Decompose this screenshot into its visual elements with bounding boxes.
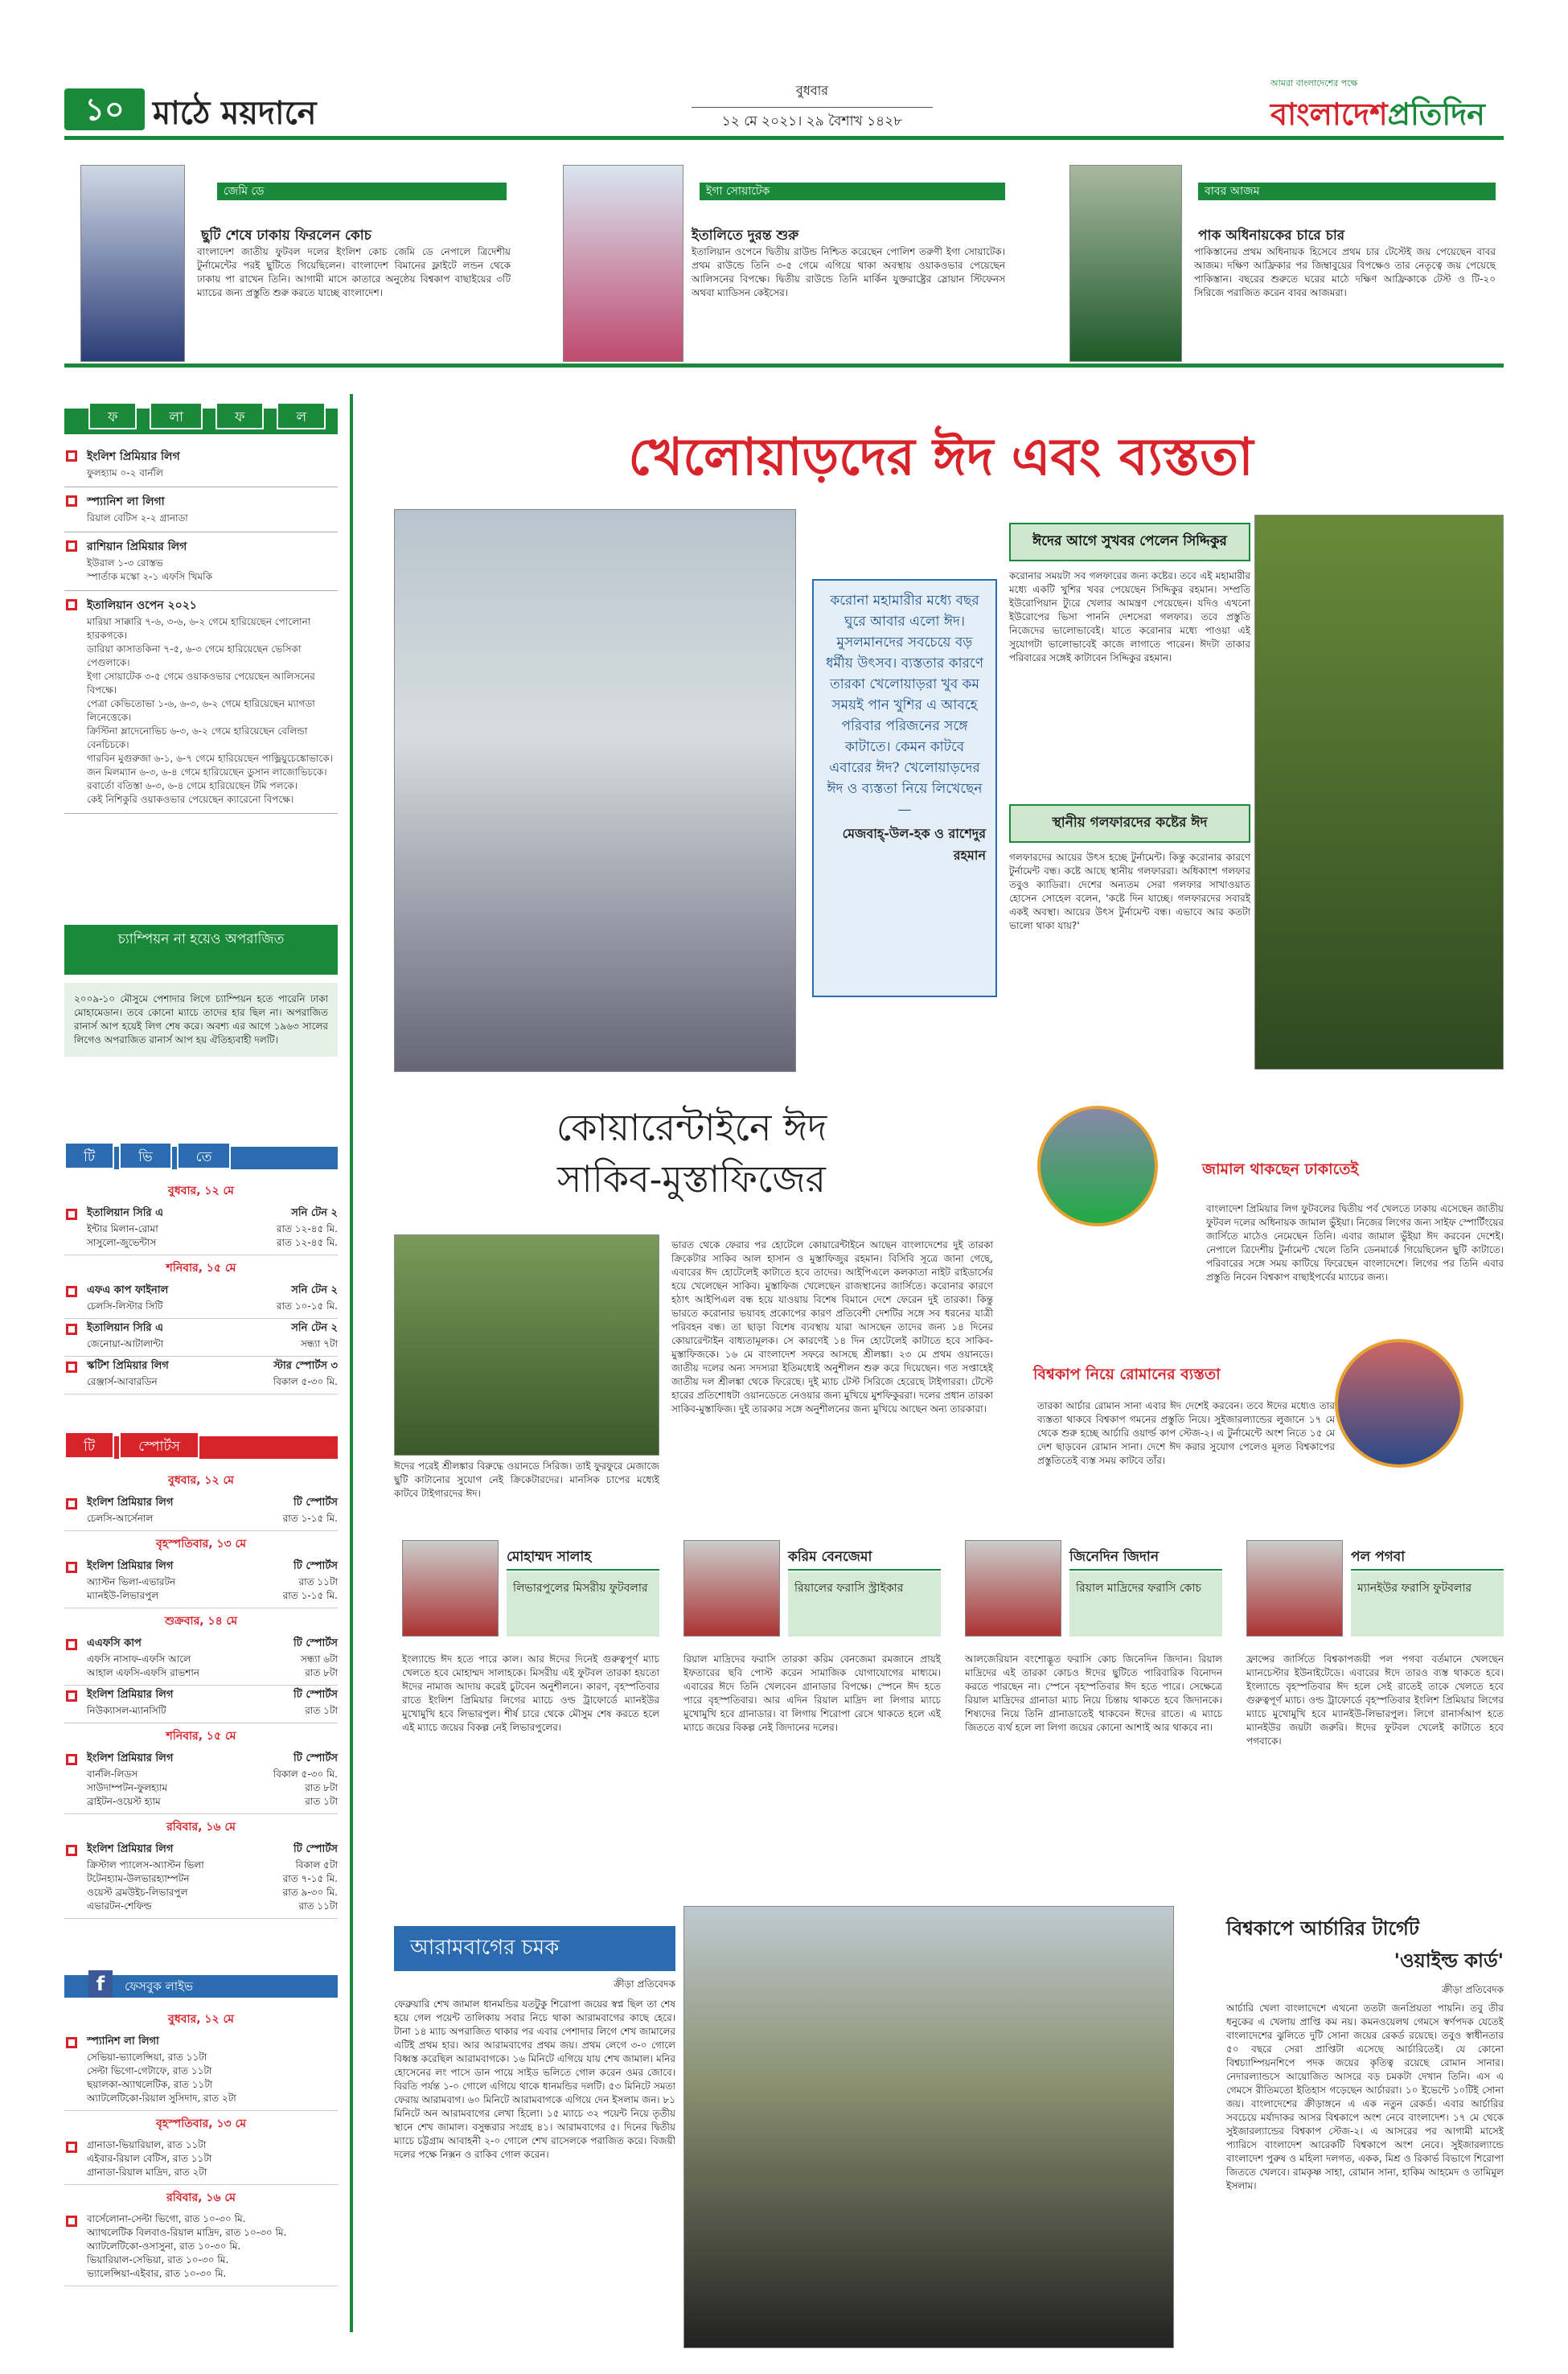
listing-item: [64, 1493, 338, 1531]
match-time: বিকাল ৫টা: [295, 1859, 338, 1871]
listing-match: [87, 1704, 338, 1718]
name-tag-text: ইগা সোয়াটেক: [706, 185, 770, 198]
bullet-icon: [66, 1845, 77, 1856]
listing-header: [87, 1842, 338, 1859]
listing-header: [87, 1205, 338, 1222]
siddikur-block: [1009, 523, 1250, 665]
listing-match: [87, 1768, 338, 1781]
listing-header: [87, 1283, 338, 1300]
name-tag-text: জেমি ডে: [224, 185, 265, 198]
result-line: ফুলহ্যাম ০-২ বার্নলি: [87, 467, 163, 478]
match-name: ওয়েস্ট ব্রমউইচ-লিভারপুল: [87, 1887, 188, 1898]
page-number: ১০: [64, 88, 145, 130]
player-body: আলজেরিয়ান বংশোদ্ভূত ফরাসি কোচ জিনেদিন জিদান। রিয়াল মাদ্রিদের এই তারকা কোচও ঈদের ছুটিতে পারিবারিক বিনোদন করতে পারছেন না। স্পেনে বৃহস্পতিবার ঈদ হতে পারে। সেক্ষেত্রে রিয়াল মাদ্রিদের গ্রানাডা ম্যাচ নিয়ে চিন্তায় থাকতে হবে জিদানকে। শিষ্যদের নিয়ে তিনি গ্রানাডাতেই থাকবেন ঈদের রাতে। এ ম্যাচে জিততে ব্যর্থ হলে লা লিগা জয়ের কোনো আশাই আর থাকবে না।: [965, 1653, 1222, 1733]
listing-line: ভিয়ারিয়াল-সেভিয়া, রাত ১০-৩০ মি.: [87, 2254, 229, 2265]
result-line: রিয়াল বেটিস ২-২ গ্রানাডা: [87, 512, 188, 524]
strip-rule: [64, 363, 1504, 368]
bullet-icon: [66, 1690, 77, 1702]
match-time: রাত ১২-৪৫ মি.: [276, 1223, 338, 1234]
listing-match: [87, 1236, 338, 1250]
section-title: মাঠে ময়দানে: [153, 94, 317, 132]
listing-match: [87, 1375, 338, 1389]
siddikur-body: করোনার সময়টা সব গলফারের জন্য কষ্টের। তবে এই মহামারীর মধ্যে একটি খুশির খবর পেয়েছেন সিদ্দিকুর রহমান। সম্প্রতি ইউরোপিয়ান ট্যুরে খেলার আমন্ত্রণ পেয়েছেন। যদিও এখনো ইউরোপের ভিসা পাননি দেশসেরা গলফার। তবে প্রস্তুতি নিজেদের ভালোভাবেই। যাতে করোনার মধ্যে পাওয়া এই সুযোগটা ভালোভাবেই কাজে লাগাতে পারেন। ঈদটা তাকার পরিবারের সঙ্গেই কাটাবেন সিদ্দিকুর রহমান।: [1009, 570, 1250, 663]
champion-title: চ্যাম্পিয়ন না হয়েও অপরাজিত: [64, 925, 338, 975]
listing-league: ইংলিশ প্রিমিয়ার লিগ: [87, 1843, 174, 1855]
intro-text: করোনা মহামারীর মধ্যে বছর ঘুরে আবার এলো ঈদ। মুসলমানদের সবচেয়ে বড় ধর্মীয় উৎসব। ব্যস্ততার কারণে তারকা খেলোয়াড়রা খুব কম সময়ই পান খুশির এ আবহে পরিবার পরিজনের সঙ্গে কাটাতে। কেমন কাটবে এবারের ঈদ? খেলোয়াড়দের ঈদ ও ব্যস্ততা নিয়ে লিখেছেন—: [825, 593, 984, 818]
listing-league: ইতালিয়ান সিরি এ: [87, 1207, 163, 1219]
heading-letter: লা: [150, 402, 203, 429]
bullet-icon: [66, 1498, 77, 1509]
name-tag: [217, 183, 507, 200]
facebook-heading-text: ফেসবুক লাইভ: [125, 1979, 194, 1994]
listing-match: [87, 1872, 338, 1886]
results-heading: [64, 402, 338, 434]
listing-league: এএফসি কাপ: [87, 1637, 142, 1649]
listing-channel: স্টার স্পোর্টস ৩: [273, 1360, 338, 1372]
player-name: পল পগবা: [1351, 1546, 1504, 1571]
result-line: কেই নিশিকুরি ওয়াকওভার পেয়েছেন ক্যারেনো বিপক্ষে।: [87, 794, 294, 805]
roman-photo: [1335, 1339, 1463, 1468]
match-name: বার্নলি-লিডস: [87, 1768, 138, 1780]
result-league: ইতালিয়ান ওপেন ২০২১: [87, 599, 197, 612]
player-body: ইংল্যান্ডে ঈদ হতে পারে কাল। আর ঈদের দিনেই গুরুত্বপূর্ণ ম্যাচ খেলতে হবে মোহাম্মদ সালাহকে। মিসরীয় এই ফুটবল তারকা হয়তো ঈদের নামাজ আদায় করেই চুটবেন অনুশীলনে। কারণ, বৃহস্পতিবার রাতে ইংলিশ প্রিমিয়ার লিগের ম্যাচে ওল্ড ট্রাফোর্ডে ম্যানইউর মুখোমুখি হবে লিভারপুল। শীর্ষ চারে থেকে মৌসুম শেষ করতে হলে এই ম্যাচে জয়ের বিকল্প নেই লিভারপুলের।: [402, 1653, 659, 1733]
archery-block: [1226, 1914, 1504, 2193]
listing-item: [64, 1281, 338, 1319]
listing-line: সেল্টা ভিগো-গেটাফে, রাত ১১টা: [87, 2065, 212, 2076]
match-name: রেঞ্জার্স-আবারডিন: [87, 1376, 158, 1387]
quarantine-body: ভারত থেকে ফেরার পর হোটেলে কোয়ারেন্টাইনে আছেন বাংলাদেশের দুই তারকা ক্রিকেটার সাকিব আল হাসান ও মুস্তাফিজুর রহমান। বিসিবি সূত্রে জানা গেছে, এবারের ঈদ হোটেলেই কাটাতে হবে তাদের। আইপিএলে কলকাতা নাইট রাইডার্সের হয়ে খেলেছেন সাকিব। মুস্তাফিজ খেলেছেন রাজস্থানের জার্সিতে। করোনার কারণে হঠাৎ আইপিএল বন্ধ হয়ে যাওয়ায় বিশেষ বিমানে দেশে ফেরেন দুই তারকা। কিন্তু ভারতে করোনার ভয়াবহ প্রকোপের কারণ প্রতিবেশী দেশটির সঙ্গে সব ধরনের যাত্রী পরিবহন বন্ধ। তা ছাড়া বিশেষ ব্যবস্থায় যারা আসছেন তাদের জন্য ১৪ দিনের কোয়ারেন্টাইন বাধ্যতামূলক। সে কারণেই ১৪ দিন হোটেলেই কাটাতে হবে সাকিব-মুস্তাফিজকে। ১৬ মে বাংলাদেশ সফরে আসছে শ্রীলঙ্কা। ২৩ মে প্রথম ওয়ানডে। জাতীয় দলের অন্য সদস্যরা ইতিমধ্যেই অনুশীলন শুরু করে দিয়েছেন। গত সপ্তাহেই জাতীয় দল শ্রীলঙ্কা থেকে ফিরেছে। দুই ম্যাচ টেস্ট সিরিজে হেরেছে টাইগাররা। টেস্টে হারের প্রতিশোধটা ওয়ানডেতে নেওয়ার জন্য মুখিয়ে মুশফিকুররা। দলের প্রধান তারকা সাকিব-মুস্তাফিজ। দুই তারকার সঙ্গে অনুশীলনের জন্য মুখিয়ে আছেন অন্য তারকারা।: [671, 1239, 993, 1415]
bullet-icon: [66, 1286, 77, 1297]
listing-channel: টি স্পোর্টস: [293, 1497, 338, 1509]
listing-header: [87, 1687, 338, 1704]
card-title: ইতালিতে দুরন্ত শুরু: [692, 228, 799, 244]
bullet-icon: [66, 1362, 77, 1373]
result-league: স্প্যানিশ লা লিগা: [87, 495, 165, 508]
golfer-block: [1009, 804, 1250, 933]
listing-league: এফএ কাপ ফাইনাল: [87, 1284, 169, 1296]
listing-league: ইংলিশ প্রিমিয়ার লিগ: [87, 1497, 174, 1509]
result-league: ইংলিশ প্রিমিয়ার লিগ: [87, 450, 180, 463]
bullet-icon: [66, 495, 77, 507]
match-time: সন্ধ্যা ৭টা: [300, 1338, 338, 1349]
bullet-icon: [66, 1754, 77, 1765]
listing-header: [87, 2034, 338, 2051]
intro-box: [812, 579, 997, 997]
listing-match: [87, 1886, 338, 1900]
listing-line: ছয়ালকা-অ্যাথলেটিক, রাত ১১টা: [87, 2079, 213, 2090]
match-name: টটেনহ্যাম-উলভারহ্যাম্পটন: [87, 1873, 190, 1884]
listing-match: [87, 1781, 338, 1795]
match-time: রাত ১২-৪৫ মি.: [276, 1237, 338, 1248]
listing-item: [64, 2137, 338, 2185]
archery-body: আর্চারি খেলা বাংলাদেশে এখনো ততটা জনপ্রিয়তা পায়নি। তবু তীর ধনুকের এ খেলায় প্রাপ্তি কম নয়। কমনওয়েলথ গেমসে স্বর্ণপদক যেতেই বাংলাদেশের ঝুলিতে দুটি সোনা জয়ের রেকর্ড রয়েছে। তবুও স্বাধীনতার ৫০ বছরে সেরা প্রাপ্তিটা এসেছে আর্চারিতেই। যে কোনো বিশ্বচ্যাম্পিয়নশিপে পদক জয়ের কৃতিত্ব রয়েছে রোমান সানার। নেদারল্যান্ডসে আয়োজিত আসরে বড় চমকটা দেখান তিনি। এস এ গেমসে রীতিমতো ইতিহাস গড়েছেন আর্চাররা। ১০ ইভেন্টে ১০টিই সোনা জয়। বাংলাদেশের ক্রীড়াঙ্গনে এ এক নতুন রেকর্ড। এবার আর্চারির সবচেয়ে মর্যাদাকর আসর বিশ্বকাপে অংশ নেবে বাংলাদেশ। ১৭ মে থেকে সুইজারল্যান্ডের বিশ্বকাপ স্টেজ-২। এ আসরের পর আগামী মাসেই প্যারিসে বাংলাদেশ আরেকটি বিশ্বকাপে অংশ নেবে। সুইজারল্যান্ডে বাংলাদেশ পুরুষ ও মহিলা দলগত, একক, মিশ্র ও রিকার্ভ বিভাগে শিরোপা জিততে খেলবে। রামকৃষ্ণ সাহা, রোমান সানা, হাকিম আহমেদ ও তামিমুল ইসলাম।: [1226, 2002, 1504, 2191]
result-league: রাশিয়ান প্রিমিয়ার লিগ: [87, 540, 187, 553]
facebook-icon: f: [88, 1970, 113, 1998]
listing-item: [64, 1840, 338, 1919]
listing-channel: টি স্পোর্টস: [293, 1689, 338, 1701]
roman-body: তারকা আর্চার রোমান সানা এবার ঈদ দেশেই করবেন। তবে ঈদের মধ্যেও তার ব্যস্ততা থাকবে বিশ্বকাপ গমনের প্রস্তুতি নিয়ে। সুইজারল্যান্ডের লুজানে ১৭ মে থেকে শুরু হচ্ছে আর্চারি ওয়ার্ল্ড কাপ স্টেজ-২। এ টুর্নামেন্টে অংশ নিতে ১৫ মে দেশ ছাড়বেন রোমান সানা। দেশে ঈদ করার সুযোগ পেলেও মূলত বিশ্বকাপের প্রস্তুতিতেই ব্যস্ত সময় কাটবে তাঁর।: [1037, 1400, 1335, 1466]
tsports-list: [64, 1468, 338, 1919]
jamal-title: জামাল থাকছেন ঢাকাতেই: [1202, 1160, 1359, 1178]
match-time: রাত ৭-১৫ মি.: [282, 1873, 338, 1884]
top-strip: [64, 161, 1504, 370]
day-label: রবিবার, ১৬ মে: [166, 1821, 236, 1834]
tsports-letters: [64, 1431, 306, 1459]
top-card: [1069, 161, 1504, 362]
listing-line: বার্সেলোনা-সেল্টা ভিগো, রাত ১০-৩০ মি.: [87, 2213, 246, 2224]
match-time: সন্ধ্যা ৬টা: [300, 1653, 338, 1665]
day-label: রবিবার, ১৬ মে: [166, 2191, 236, 2204]
listing-league: ইংলিশ প্রিমিয়ার লিগ: [87, 1752, 174, 1764]
result-line: মারিয়া সাক্কারি ৭-৬, ৩-৬, ৬-২ গেমে হারিয়েছেন পোলোনা হারকগকে।: [87, 616, 311, 641]
listing-item: [64, 1357, 338, 1394]
day-label: শনিবার, ১৫ মে: [166, 1262, 236, 1275]
match-time: রাত ১-১৫ মি.: [282, 1513, 338, 1524]
result-item: [64, 532, 338, 591]
heading-letter: ফ: [88, 402, 137, 429]
player-photo: [1246, 1540, 1343, 1637]
listing-league: ইংলিশ প্রিমিয়ার লিগ: [87, 1689, 174, 1701]
archery-subtitle: 'ওয়াইল্ড কার্ড': [1394, 1949, 1504, 1972]
shakib-mustafiz-photo: [394, 509, 796, 1072]
listing-match: [87, 1859, 338, 1872]
player-photo: [402, 1540, 499, 1637]
match-name: এভারটন-শেফিল্ড: [87, 1900, 152, 1912]
day-label: বৃহস্পতিবার, ১৩ মে: [156, 1538, 246, 1550]
listing-item: [64, 1634, 338, 1686]
paper-logo: [1270, 91, 1485, 142]
bullet-icon: [66, 2142, 77, 2153]
result-line: স্পার্তাক মস্কো ২-১ এফসি খিমকি: [87, 571, 212, 582]
player-card: [675, 1540, 941, 1862]
arambagh-title: আরামবাগের চমক: [394, 1926, 675, 1971]
match-time: রাত ৮টা: [305, 1782, 338, 1793]
bullet-icon: [66, 1639, 77, 1650]
listing-league: ইংলিশ প্রিমিয়ার লিগ: [87, 1560, 174, 1572]
listing-channel: টি স্পোর্টস: [293, 1637, 338, 1649]
listing-match: [87, 1589, 338, 1603]
day-label: বৃহস্পতিবার, ১৩ মে: [156, 2117, 246, 2130]
name-tag-text: বাবর আজম: [1205, 185, 1260, 198]
listing-match: [87, 1666, 338, 1680]
listing-header: [87, 1320, 338, 1337]
tv-letters: [64, 1142, 306, 1169]
listing-channel: সনি টেন ২: [291, 1322, 338, 1334]
match-name: নিউক্যাসল-ম্যানসিটি: [87, 1705, 166, 1716]
listing-item: [64, 1319, 338, 1357]
listing-header: [87, 1636, 338, 1653]
listing-header: [87, 1495, 338, 1512]
listing-line: অ্যাটলেটিকো-রিয়াল সুসিদাদ, রাত ২টা: [87, 2093, 236, 2104]
listing-match: [87, 1653, 338, 1666]
page-header: [64, 76, 1504, 141]
match-name: এফসি নাসাফ-এফসি আলে: [87, 1653, 191, 1665]
listing-line: অ্যাথলেটিক বিলবাও-রিয়াল মাদ্রিদ, রাত ১০-৩০ মি.: [87, 2227, 287, 2238]
player-card: [1238, 1540, 1504, 1862]
results-letters: [88, 402, 322, 434]
results-list: [64, 442, 338, 814]
siddikur-photo: [1254, 515, 1504, 1070]
listing-channel: সনি টেন ২: [291, 1207, 338, 1219]
listing-match: [87, 1337, 338, 1351]
player-photo: [1069, 165, 1182, 362]
quarantine-headline: [394, 1102, 989, 1205]
bullet-icon: [66, 599, 77, 610]
card-body: পাকিস্তানের প্রথম অধিনায়ক হিসেবে প্রথম চার টেস্টেই জয় পেয়েছেন বাবর আজম। দক্ষিণ আফ্রিকার পর জিম্বাবুয়ের বিপক্ষেও তার নেতৃত্বে জয় পেয়েছে পাকিস্তান। বছরের শুরুতে ঘরের মাঠে দক্ষিণ আফ্রিকাকে টেস্ট ও টি-২০ সিরিজে পরাজিত করেন বাবর আজমরা।: [1194, 246, 1496, 298]
listing-channel: টি স্পোর্টস: [293, 1752, 338, 1764]
name-tag: [1198, 183, 1496, 200]
player-photo: [80, 165, 185, 362]
bullet-icon: [66, 2216, 77, 2227]
issue-date: ১২ মে ২০২১। ২৯ বৈশাখ ১৪২৮: [692, 107, 933, 133]
quarantine-headline-1: কোয়ারেন্টাইনে ঈদ: [556, 1106, 827, 1149]
tv-list: [64, 1178, 338, 1394]
player-card: [394, 1540, 659, 1862]
match-time: রাত ১১টা: [298, 1576, 338, 1587]
match-name: সাউদাম্পটন-ফুলহ্যাম: [87, 1782, 168, 1793]
listing-item: [64, 1749, 338, 1814]
player-body: ফ্রান্সের জার্সিতে বিশ্বকাপজয়ী পল পগবা বর্তমানে খেলছেন ম্যানচেস্টার ইউনাইটেডে। এবারের ঈদে তারও ব্যস্ত থাকতে হবে। ইংল্যান্ডে বৃহস্পতিবার ঈদ হলে সেই রাতেই তাকে খেলতে হবে গুরুত্বপূর্ণ ম্যাচ। ওল্ড ট্রাফোর্ডে বৃহস্পতিবার ইংলিশ প্রিমিয়ার লিগের ম্যাচে মুখোমুখি হবে ম্যানইউ-লিভারপুল। লিগে রানার্সআপ হতে ম্যানইউর জয়টা জরুরি। ঈদের ফুটবল খেলেই কাটাতে হবে পগবাকে।: [1246, 1653, 1504, 1747]
player-body: রিয়াল মাদ্রিদের ফরাসি তারকা করিম বেনজেমা রমজানে প্রায়ই ইফতারের ছবি পোস্ট করেন সামাজিক যোগাযোগের মাধ্যমে। এবারের ঈদে তিনি খেলবেন গ্রানাডার বিপক্ষে। স্পেনে ঈদ হতে পারে বৃহস্পতিবার। আর এদিন রিয়াল মাদ্রিদ লা লিগার ম্যাচে মুখোমুখি হবে গ্রানাডার। বা লিগায় শিরোপা রেসে থাকতে হলে এই ম্যাচে জয়ের বিকল্প নেই জিদানের দলের।: [683, 1653, 941, 1733]
quarantine-headline-2: সাকিব-মুস্তাফিজের: [557, 1157, 826, 1201]
match-time: রাত ১টা: [305, 1705, 338, 1716]
tsports-heading: [64, 1431, 338, 1459]
champion-box: [64, 925, 338, 1134]
heading-letter: টি: [64, 1142, 114, 1169]
match-name: জেনোয়া-আটালান্টা: [87, 1338, 164, 1349]
player-name: মোহাম্মদ সালাহ: [507, 1546, 659, 1571]
result-item: [64, 591, 338, 814]
listing-match: [87, 1300, 338, 1313]
card-title: ছুটি শেষে ঢাকায় ফিরলেন কোচ: [201, 228, 371, 244]
arambagh-byline: ক্রীড়া প্রতিবেদক: [614, 1978, 675, 1990]
tv-heading: [64, 1142, 338, 1169]
match-time: রাত ১টা: [305, 1796, 338, 1807]
lead-headline: খেলোয়াড়দের ঈদ এবং ব্যস্ততা: [628, 428, 1254, 487]
player-photo: [683, 1540, 780, 1637]
result-line: রবার্তো বতিস্তা ৬-৩, ৬-৪ গেমে হারিয়েছেন টমি পলকে।: [87, 780, 298, 791]
card-title: পাক অধিনায়কের চারে চার: [1198, 228, 1345, 244]
match-time: রাত ৮টা: [305, 1667, 338, 1678]
listing-item: [64, 1204, 338, 1255]
listing-match: [87, 1512, 338, 1526]
listing-item: [64, 1557, 338, 1608]
player-name: জিনেদিন জিদান: [1069, 1546, 1222, 1571]
bullet-icon: [66, 1324, 77, 1335]
archery-title: বিশ্বকাপে আর্চারির টার্গেট: [1226, 1917, 1419, 1940]
name-tag: [700, 183, 1005, 200]
heading-letter: স্পোর্টস: [119, 1431, 199, 1459]
listing-item: [64, 1686, 338, 1723]
day-label: শুক্রবার, ১৪ মে: [165, 1615, 237, 1628]
listing-item: [64, 2032, 338, 2111]
roman-title: বিশ্বকাপ নিয়ে রোমানের ব্যস্ততা: [1033, 1366, 1221, 1383]
listing-league: স্প্যানিশ লা লিগা: [87, 2035, 159, 2047]
player-card: [957, 1540, 1222, 1862]
match-name: সাসুলো-জুভেন্টাস: [87, 1237, 157, 1248]
siddikur-title: ঈদের আগে সুখবর পেলেন সিদ্দিকুর: [1009, 523, 1250, 561]
listing-match: [87, 1222, 338, 1236]
players-row: [394, 1540, 1504, 1862]
day-label: বুধবার, ১২ মে: [168, 2013, 234, 2026]
listing-line: ভ্যালেন্সিয়া-এইবার, রাত ১০-৩০ মি.: [87, 2268, 227, 2279]
listing-match: [87, 1900, 338, 1913]
player-role: রিয়াল মাদ্রিদের ফরাসি কোচ: [1069, 1572, 1222, 1637]
heading-letter: টি: [64, 1431, 114, 1459]
facebook-heading: [64, 1970, 338, 1998]
listing-item: [64, 2211, 338, 2286]
jamal-body: বাংলাদেশ প্রিমিয়ার লিগ ফুটবলের দ্বিতীয় পর্ব খেলতে ঢাকায় এসেছেন জাতীয় ফুটবল দলের অধিনায়ক জামাল ভুঁইয়া। নিজের লিগের জন্য সাইফ স্পোর্টিংয়ের জার্সিতে মাঠেও নেমেছেন তিনি। এবার জামাল ভুঁইয়া ঈদ করবেন দেশেই। নেপালে ত্রিদেশীয় টুর্নামেন্ট খেলে তিনি ডেনমার্কে গিয়েছিলেন ছুটি কাটাতে। পরিবারের সঙ্গে সময় কাটিয়ে ফিরেছেন বাংলাদেশে। লিগের পর তিনি এবার প্রস্তুতি নিবেন বিশ্বকাপ বাছাইপর্বের ম্যাচের জন্য।: [1206, 1203, 1504, 1283]
bullet-icon: [66, 540, 77, 552]
heading-letter: ভি: [119, 1142, 172, 1169]
day-label: বুধবার, ১২ মে: [168, 1474, 234, 1487]
match-time: রাত ১-১৫ মি.: [282, 1590, 338, 1601]
left-column-rule: [350, 394, 353, 2332]
cricket-photo-caption: ঈদের পরেই শ্রীলঙ্কার বিরুদ্ধে ওয়ানডে সিরিজ। তাই ফুরফুরে মেজাজে ছুটি কাটানোর সুযোগ নেই ক্রিকেটারদের। মানসিক চাপের মধ্যেই কাটবে টাইগারদের ঈদ।: [394, 1460, 659, 1499]
match-time: রাত ৯-৩০ মি.: [282, 1887, 338, 1898]
listing-header: [87, 1559, 338, 1575]
bullet-icon: [66, 1562, 77, 1573]
header-rule: [64, 136, 1504, 140]
heading-letter: তে: [177, 1142, 232, 1169]
listing-line: গ্রানাডা-ভিয়ারিয়াল, রাত ১১টা: [87, 2139, 207, 2150]
result-line: ইগা সোয়াটেক ৩-৫ গেমে ওয়াকওভার পেয়েছেন আলিসনের বিপক্ষে।: [87, 671, 315, 696]
player-photo: [965, 1540, 1061, 1637]
listing-channel: টি স্পোর্টস: [293, 1560, 338, 1572]
bullet-icon: [66, 1209, 77, 1220]
listing-header: [87, 1751, 338, 1768]
paper-name-1: বাংলাদেশ: [1270, 97, 1388, 132]
player-role: রিয়ালের ফরাসি স্ট্রাইকার: [788, 1572, 941, 1637]
result-line: ইউরাল ১-৩ রোস্তভ: [87, 557, 163, 569]
result-item: [64, 442, 338, 487]
player-name: করিম বেনজেমা: [788, 1546, 941, 1571]
listing-line: গ্রানাডা-রিয়াল মাদ্রিদ, রাত ২টা: [87, 2167, 207, 2178]
match-name: ক্রিস্টাল প্যালেস-অ্যাস্টন ভিলা: [87, 1859, 204, 1871]
match-time: বিকাল ৫-৩০ মি.: [273, 1376, 338, 1387]
match-name: চেলসি-আর্সেনাল: [87, 1513, 154, 1524]
match-name: আহাল এফসি-এফসি রাভশান: [87, 1667, 199, 1678]
listing-match: [87, 1795, 338, 1809]
bullet-icon: [66, 450, 77, 462]
paper-name-2: প্রতিদিন: [1387, 97, 1485, 132]
intro-authors: মেজবাহ্-উল-হক ও রাশেদুর রহমান: [842, 826, 986, 863]
top-card: [563, 161, 1013, 362]
listing-channel: টি স্পোর্টস: [293, 1843, 338, 1855]
player-role: লিভারপুলের মিসরীয় ফুটবলার: [507, 1572, 659, 1637]
match-name: চেলসি-লিস্টার সিটি: [87, 1300, 163, 1312]
day-label: বুধবার, ১২ মে: [168, 1185, 234, 1197]
heading-letter: ল: [277, 402, 326, 429]
listing-channel: সনি টেন ২: [291, 1284, 338, 1296]
listing-match: [87, 1575, 338, 1589]
listing-line: সেভিয়া-ভ্যালেন্সিয়া, রাত ১১টা: [87, 2052, 207, 2063]
heading-letter: ফ: [215, 402, 264, 429]
left-column: [64, 394, 358, 2348]
player-photo: [563, 165, 683, 362]
match-time: রাত ১০-১৫ মি.: [276, 1300, 338, 1312]
jamal-photo: [1037, 1106, 1158, 1226]
listing-league: স্কটিশ প্রিমিয়ার লিগ: [87, 1360, 169, 1372]
card-body: বাংলাদেশ জাতীয় ফুটবল দলের ইংলিশ কোচ জেমি ডে নেপালে ত্রিদেশীয় টুর্নামেন্টের পরই ছুটিতে গিয়েছিলেন। বাংলাদেশ বিমানের ফ্লাইটে লন্ডন থেকে ঢাকায় পা রাখেন তিনি। আগামী মাসে কাতারে অনুষ্ঠেয় বিশ্বকাপ বাছাইয়ের ৩টি ম্যাচের জন্য প্রস্তুতি শুরু করতে যাচ্ছে বাংলাদেশ।: [197, 246, 511, 298]
player-role: ম্যানইউর ফরাসি ফুটবলার: [1351, 1572, 1504, 1637]
arambagh-team-photo: [683, 1906, 1174, 2348]
golfer-title: স্থানীয় গলফারদের কষ্টের ঈদ: [1009, 804, 1250, 843]
match-name: ম্যানইউ-লিভারপুল: [87, 1590, 159, 1601]
facebook-list: [64, 2006, 338, 2286]
bullet-icon: [66, 2037, 77, 2048]
champion-body: ২০০৯-১০ মৌসুমে পেশাদার লিগে চ্যাম্পিয়ন হতে পারেনি ঢাকা মোহামেডান। তবে কোনো ম্যাচে তাদের হার ছিল না। অপরাজিত রানার্স আপ হয়েই লিগ শেষ করে। অবশ্য এর আগে ১৯৬৩ সালের লিগেও অপরাজিত রানার্স আপ হয় ঐতিহ্যবাহী দলটি।: [64, 983, 338, 1057]
arambagh-block: [394, 1926, 675, 2162]
match-time: রাত ১১টা: [298, 1900, 338, 1912]
golfer-body: গলফারদের আয়ের উৎস হচ্ছে টুর্নামেন্ট। কিন্তু করোনার কারণে টুর্নামেন্ট বন্ধ। কষ্টে আছে স্থানীয় গলফাররা। অধিকাংশ গলফার তবুও ক্যাডিরা। দেশের অন্যতম সেরা গলফার সাখাওয়াত হোসেন সোহেল বলেন, 'কষ্টে দিন যাচ্ছে। গলফারদের সবারই একই অবস্থা। আয়ের উৎস টুর্নামেন্ট বন্ধ। এভাবে আর কতটা ভালো থাকা যায়?': [1009, 852, 1250, 931]
match-name: অ্যাস্টন ভিলা-এভারটন: [87, 1576, 176, 1587]
match-time: বিকাল ৫-৩০ মি.: [273, 1768, 338, 1780]
arambagh-body: ফেব্রুয়ারি শেখ জামাল ধানমন্ডির যতটুকু শিরোপা জয়ের স্বপ্ন ছিল তা শেষ হয়ে গেল পয়েন্ট তালিকায় সবার নিচে থাকা আরামবাগের কাছে হেরে। টানা ১৪ ম্যাচ অপরাজিত থাকার পর এবার পেশাদার লিগে শেখ জামালের এটিই প্রথম হার। আর আরামবাগের প্রথম জয়। প্রথম লেগে ৩-০ গোলে বিধ্বস্ত করেছিল আরামবাগকে। ১৬ মিনিটে এগিয়ে যায় শেখ জামাল। মনির হোসেনের লং পাসে ডান পায়ে সাইড ভলিতে গোল করেন ওমর জোবে। বিরতি পর্যন্ত ১-০ গোলে এগিয়ে থাকে ধানমন্ডির দলটি। ৫৩ মিনিটে সমতা ফেরায় আরামবাগ। ৬০ মিনিটে আরামবাগকে এগিয়ে দেন ইসলাম জন। ৮১ মিনিটে অন আরামবাগের লেখা হিলো। ১৫ ম্যাচে ৩২ পয়েন্ট নিয়ে তৃতীয় স্থানে শেখ জামাল। বসুন্ধরার সংগ্রহ ৪১। আরামবাগের ৫। দিনের দ্বিতীয় ম্যাচে চট্টগ্রাম আবাহনী ২-০ গোলে শেখ রাসেলকে পরাজিত করে। বিজয়ী দলের পক্ষে নিক্সন ও রাকিব গোল করেন।: [394, 1998, 675, 2160]
result-line: ডারিয়া কাসাতকিনা ৭-৫, ৬-৩ গেমে হারিয়েছেন ভেসিকা পেগুলাকে।: [87, 643, 302, 668]
listing-league: ইতালিয়ান সিরি এ: [87, 1322, 163, 1334]
issue-day: বুধবার: [795, 83, 829, 98]
match-name: ইন্টার মিলান-রোমা: [87, 1223, 158, 1234]
day-label: শনিবার, ১৫ মে: [166, 1730, 236, 1743]
result-line: গারবিন মুগুরুজা ৬-১, ৬-৭ গেমে হারিয়েছেন পাভ্লিয়ুচেঙ্কোভাকে।: [87, 753, 333, 764]
listing-line: অ্যাটলেটিকো-ওসাসুনা, রাত ১০-৩০ মি.: [87, 2241, 241, 2252]
listing-header: [87, 1358, 338, 1375]
result-line: ক্রিস্টিনা ম্লাদেনোভিচ ৬-৩, ৬-২ গেমে হারিয়েছেন বেলিন্ডা বেনচিচকে।: [87, 725, 308, 750]
result-item: [64, 487, 338, 532]
result-line: জন মিলম্যান ৬-৩, ৬-৪ গেমে হারিয়েছেন ডুসান লাজোভিচকে।: [87, 766, 327, 778]
listing-line: এইবার-রিয়াল বেটিস, রাত ১১টা: [87, 2153, 212, 2164]
cricket-practice-photo: [394, 1234, 659, 1456]
top-card: [64, 161, 515, 362]
result-line: পেত্রা কেভিতোভা ১-৬, ৬-৩, ৬-২ গেমে হারিয়েছেন ম্যাগডা লিনেত্তেকে।: [87, 698, 315, 723]
archery-byline: ক্রীড়া প্রতিবেদক: [1442, 1984, 1504, 1995]
card-body: ইতালিয়ান ওপেনে দ্বিতীয় রাউন্ড নিশ্চিত করেছেন পোলিশ তরুণী ইগা সোয়াটেক। প্রথম রাউন্ডে তিনি ৩-৫ গেমে এগিয়ে থাকা অবস্থায় ওয়াকওভার পেয়েছেন আলিসনের বিপক্ষে। দ্বিতীয় রাউন্ডে তিনি মার্কিন যুক্তরাষ্ট্রের স্লোয়ান স্টিফেনস অথবা ম্যাডিসন কেইসের।: [692, 246, 1005, 298]
match-name: ব্রাইটন-ওয়েস্ট হ্যাম: [87, 1796, 161, 1807]
paper-tagline: আমরা বাংলাদেশের পক্ষে: [1270, 78, 1358, 88]
